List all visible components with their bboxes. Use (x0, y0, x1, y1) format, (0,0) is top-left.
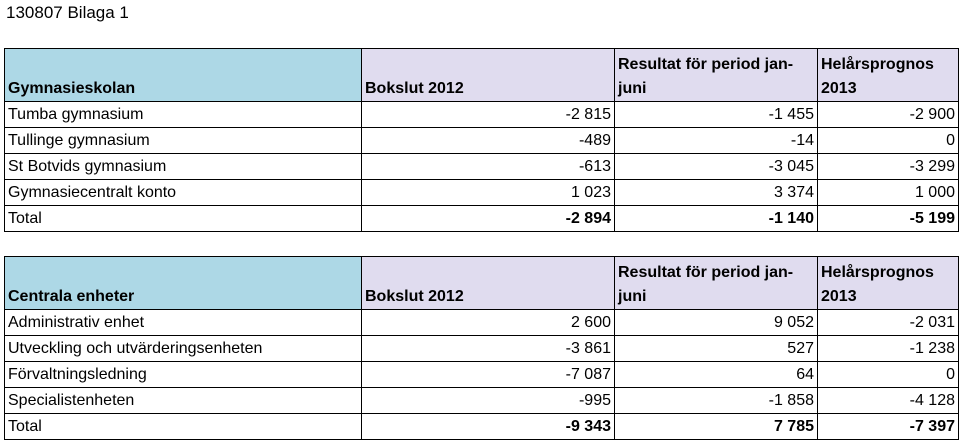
table-row (5, 128, 959, 154)
row-name: Förvaltningsledning (5, 362, 362, 388)
gymnasieskolan-table (4, 48, 959, 232)
cell-resultat: -1 140 (615, 206, 818, 232)
row-name: Gymnasiecentralt konto (5, 180, 362, 206)
cell-resultat: -1 455 (615, 102, 818, 128)
cell-bokslut: -3 861 (362, 336, 615, 362)
cell-bokslut: -9 343 (362, 414, 615, 440)
table-row (5, 180, 959, 206)
cell-bokslut: 2 600 (362, 310, 615, 336)
cell-prognos: -2 031 (818, 310, 959, 336)
header-prognos: Helårsprognos 2013 (818, 49, 959, 102)
cell-prognos: 0 (818, 362, 959, 388)
centrala-enheter-table (4, 256, 959, 440)
cell-resultat: 7 785 (615, 414, 818, 440)
table-row (5, 388, 959, 414)
cell-prognos: -7 397 (818, 414, 959, 440)
table-header-row (5, 49, 959, 102)
cell-resultat: 64 (615, 362, 818, 388)
cell-resultat: 9 052 (615, 310, 818, 336)
row-name: Administrativ enhet (5, 310, 362, 336)
cell-bokslut: 1 023 (362, 180, 615, 206)
cell-bokslut: -2 894 (362, 206, 615, 232)
header-unit: Gymnasieskolan (5, 49, 362, 102)
cell-prognos: -3 299 (818, 154, 959, 180)
cell-bokslut: -995 (362, 388, 615, 414)
cell-resultat: -3 045 (615, 154, 818, 180)
cell-prognos: -5 199 (818, 206, 959, 232)
table-row (5, 154, 959, 180)
row-name: Specialistenheten (5, 388, 362, 414)
row-name: St Botvids gymnasium (5, 154, 362, 180)
total-row (5, 206, 959, 232)
cell-resultat: 3 374 (615, 180, 818, 206)
cell-resultat: -1 858 (615, 388, 818, 414)
cell-bokslut: -613 (362, 154, 615, 180)
header-resultat: Resultat för period jan-juni (615, 257, 818, 310)
header-prognos: Helårsprognos 2013 (818, 257, 959, 310)
cell-prognos: -1 238 (818, 336, 959, 362)
table-row (5, 336, 959, 362)
row-name: Utveckling och utvärderingsenheten (5, 336, 362, 362)
row-name: Total (5, 414, 362, 440)
cell-bokslut: -7 087 (362, 362, 615, 388)
table-row (5, 362, 959, 388)
cell-resultat: -14 (615, 128, 818, 154)
cell-prognos: -4 128 (818, 388, 959, 414)
row-name: Tumba gymnasium (5, 102, 362, 128)
header-unit: Centrala enheter (5, 257, 362, 310)
header-bokslut: Bokslut 2012 (362, 49, 615, 102)
header-resultat: Resultat för period jan-juni (615, 49, 818, 102)
total-row (5, 414, 959, 440)
header-bokslut: Bokslut 2012 (362, 257, 615, 310)
cell-bokslut: -489 (362, 128, 615, 154)
cell-prognos: 0 (818, 128, 959, 154)
cell-prognos: -2 900 (818, 102, 959, 128)
table-row (5, 102, 959, 128)
table-row (5, 310, 959, 336)
row-name: Total (5, 206, 362, 232)
cell-bokslut: -2 815 (362, 102, 615, 128)
row-name: Tullinge gymnasium (5, 128, 362, 154)
document-title: 130807 Bilaga 1 (6, 3, 129, 22)
cell-resultat: 527 (615, 336, 818, 362)
table-header-row (5, 257, 959, 310)
cell-prognos: 1 000 (818, 180, 959, 206)
